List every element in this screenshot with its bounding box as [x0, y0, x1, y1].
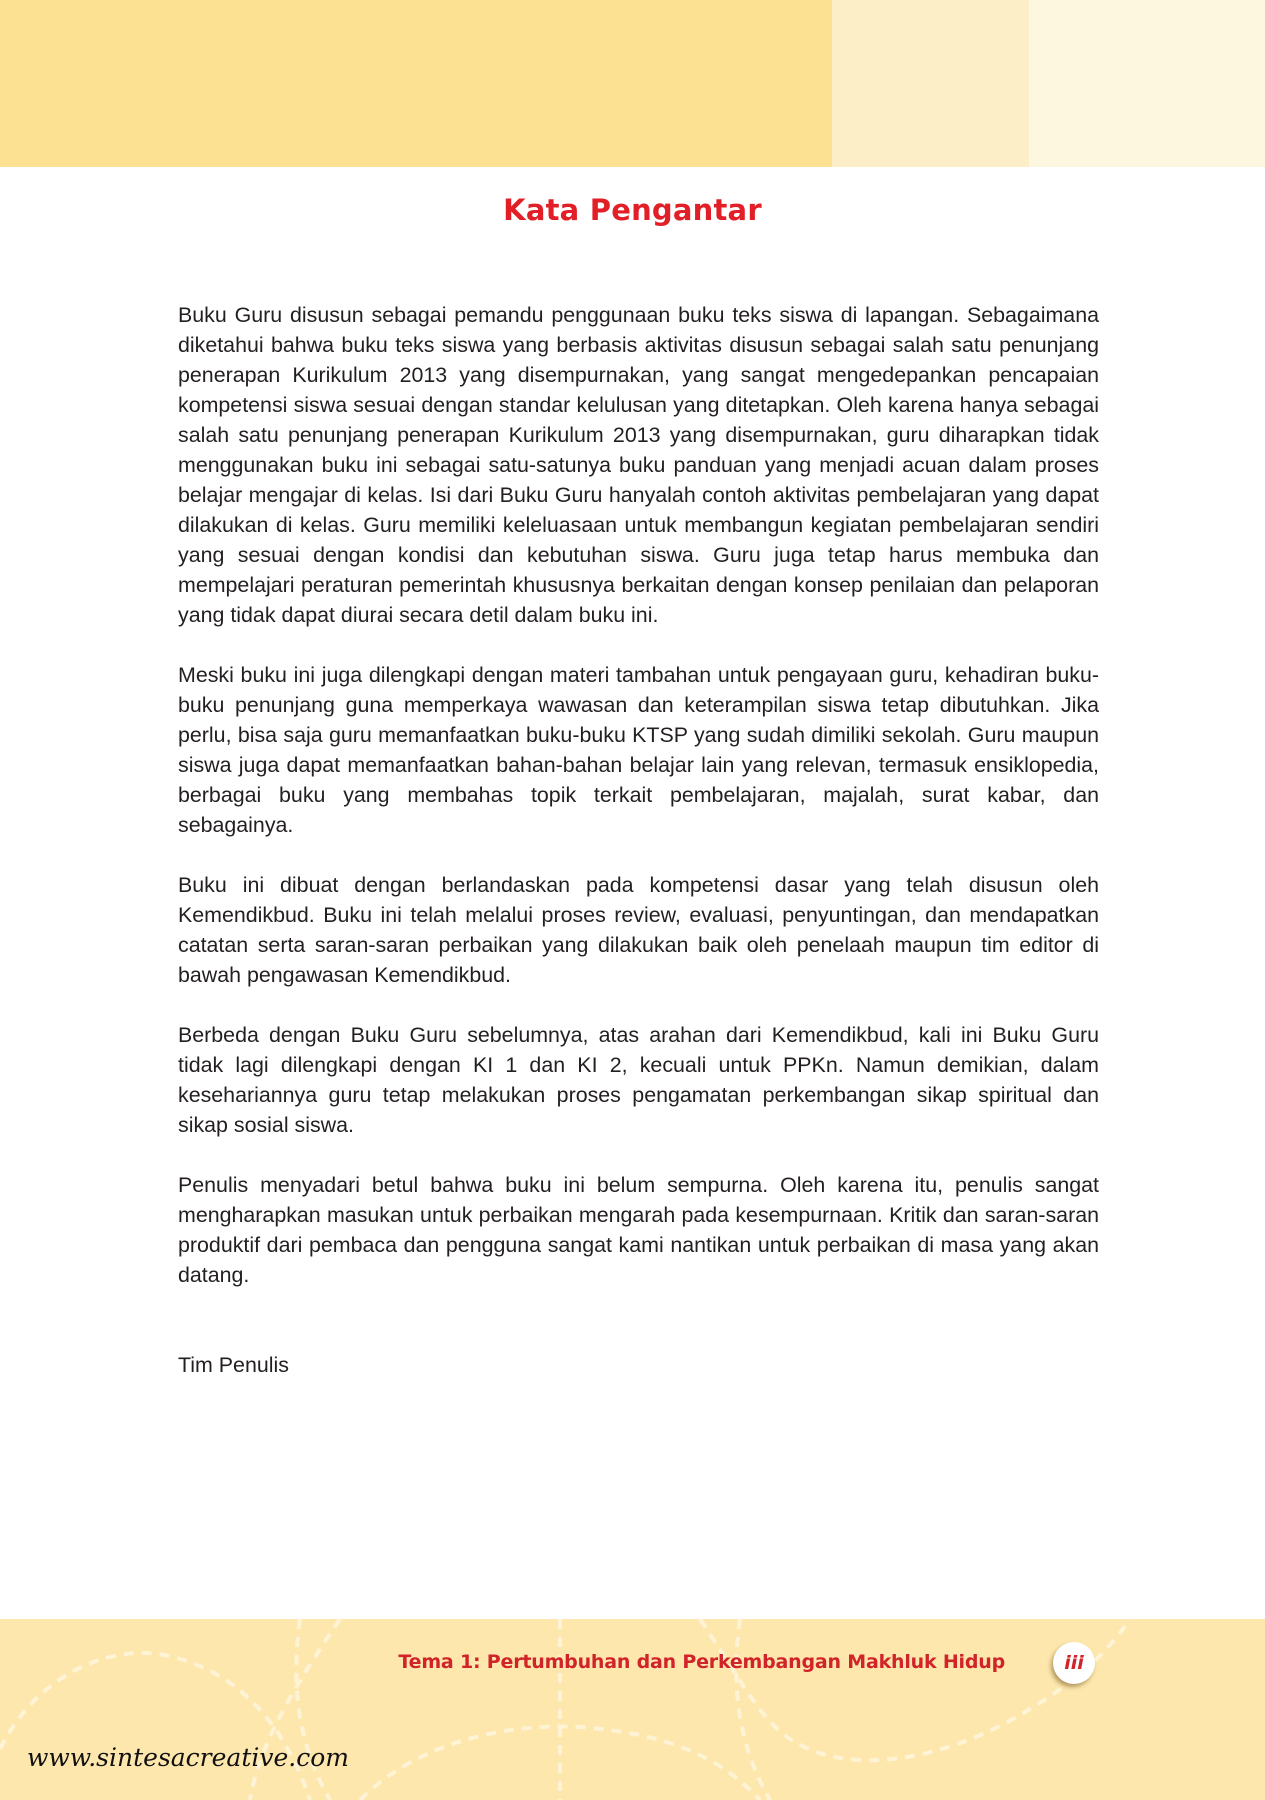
page-number: iii: [1064, 1652, 1084, 1674]
header-block-dark: [0, 0, 832, 167]
page-title: Kata Pengantar: [503, 193, 762, 227]
page-footer: [0, 1619, 1265, 1800]
page-number-badge: [1053, 1642, 1095, 1684]
header-block-medium: [832, 0, 1029, 167]
paragraph: Berbeda dengan Buku Guru sebelumnya, atas arahan dari Kemendikbud, kali ini Buku Guru tidak lagi dilengkapi dengan KI 1 dan KI 2, kecuali untuk PPKn. Namun demikian, dalam kesehariannya guru tetap melakukan proses pengamatan perkembangan sikap spiritual dan sikap sosial siswa.: [178, 1023, 1099, 1137]
paragraph: Penulis menyadari betul bahwa buku ini belum sempurna. Oleh karena itu, penulis sangat mengharapkan masukan untuk perbaikan mengarah pada kesempurnaan. Kritik dan saran-saran produktif dari pembaca dan pengguna sangat kami nantikan untuk perbaikan di masa yang akan datang.: [178, 1173, 1099, 1287]
header-block-light: [1029, 0, 1265, 167]
paragraph: Buku ini dibuat dengan berlandaskan pada kompetensi dasar yang telah disusun oleh Kemendikbud. Buku ini telah melalui proses review, evaluasi, penyuntingan, dan mendapatkan catatan serta saran-saran perbaikan yang dilakukan baik oleh penelaah maupun tim editor di bawah pengawasan Kemendikbud.: [178, 873, 1099, 987]
signature: Tim Penulis: [178, 1353, 289, 1377]
running-title: Tema 1: Pertumbuhan dan Perkembangan Makhluk Hidup: [398, 1651, 1005, 1673]
website-watermark: www.sintesacreative.com: [27, 1743, 349, 1772]
page-header-band: [0, 0, 1265, 167]
paragraph: Buku Guru disusun sebagai pemandu penggunaan buku teks siswa di lapangan. Sebagaimana diketahui bahwa buku teks siswa yang berbasis aktivitas disusun sebagai salah satu penunjang penerapan Kurikulum 2013 yang disempurnakan, yang sangat mengedepankan pencapaian kompetensi siswa sesuai dengan standar kelulusan yang ditetapkan. Oleh karena hanya sebagai salah satu penunjang penerapan Kurikulum 2013 yang disempurnakan, guru diharapkan tidak menggunakan buku ini sebagai satu-satunya buku panduan yang menjadi acuan dalam proses belajar mengajar di kelas. Isi dari Buku Guru hanyalah contoh aktivitas pembelajaran yang dapat dilakukan di kelas. Guru memiliki keleluasaan untuk membangun kegiatan pembelajaran sendiri yang sesuai dengan kondisi dan kebutuhan siswa. Guru juga tetap harus membuka dan mempelajari peraturan pemerintah khususnya berkaitan dengan konsep penilaian dan pelaporan yang tidak dapat diurai secara detil dalam buku ini.: [178, 303, 1099, 627]
preface-body: [178, 300, 1099, 1410]
paragraph: Meski buku ini juga dilengkapi dengan materi tambahan untuk pengayaan guru, kehadiran buku-buku penunjang guna memperkaya wawasan dan keterampilan siswa tetap dibutuhkan. Jika perlu, bisa saja guru memanfaatkan buku-buku KTSP yang sudah dimiliki sekolah. Guru maupun siswa juga dapat memanfaatkan bahan-bahan belajar lain yang relevan, termasuk ensiklopedia, berbagai buku yang membahas topik terkait pembelajaran, majalah, surat kabar, dan sebagainya.: [178, 663, 1099, 837]
